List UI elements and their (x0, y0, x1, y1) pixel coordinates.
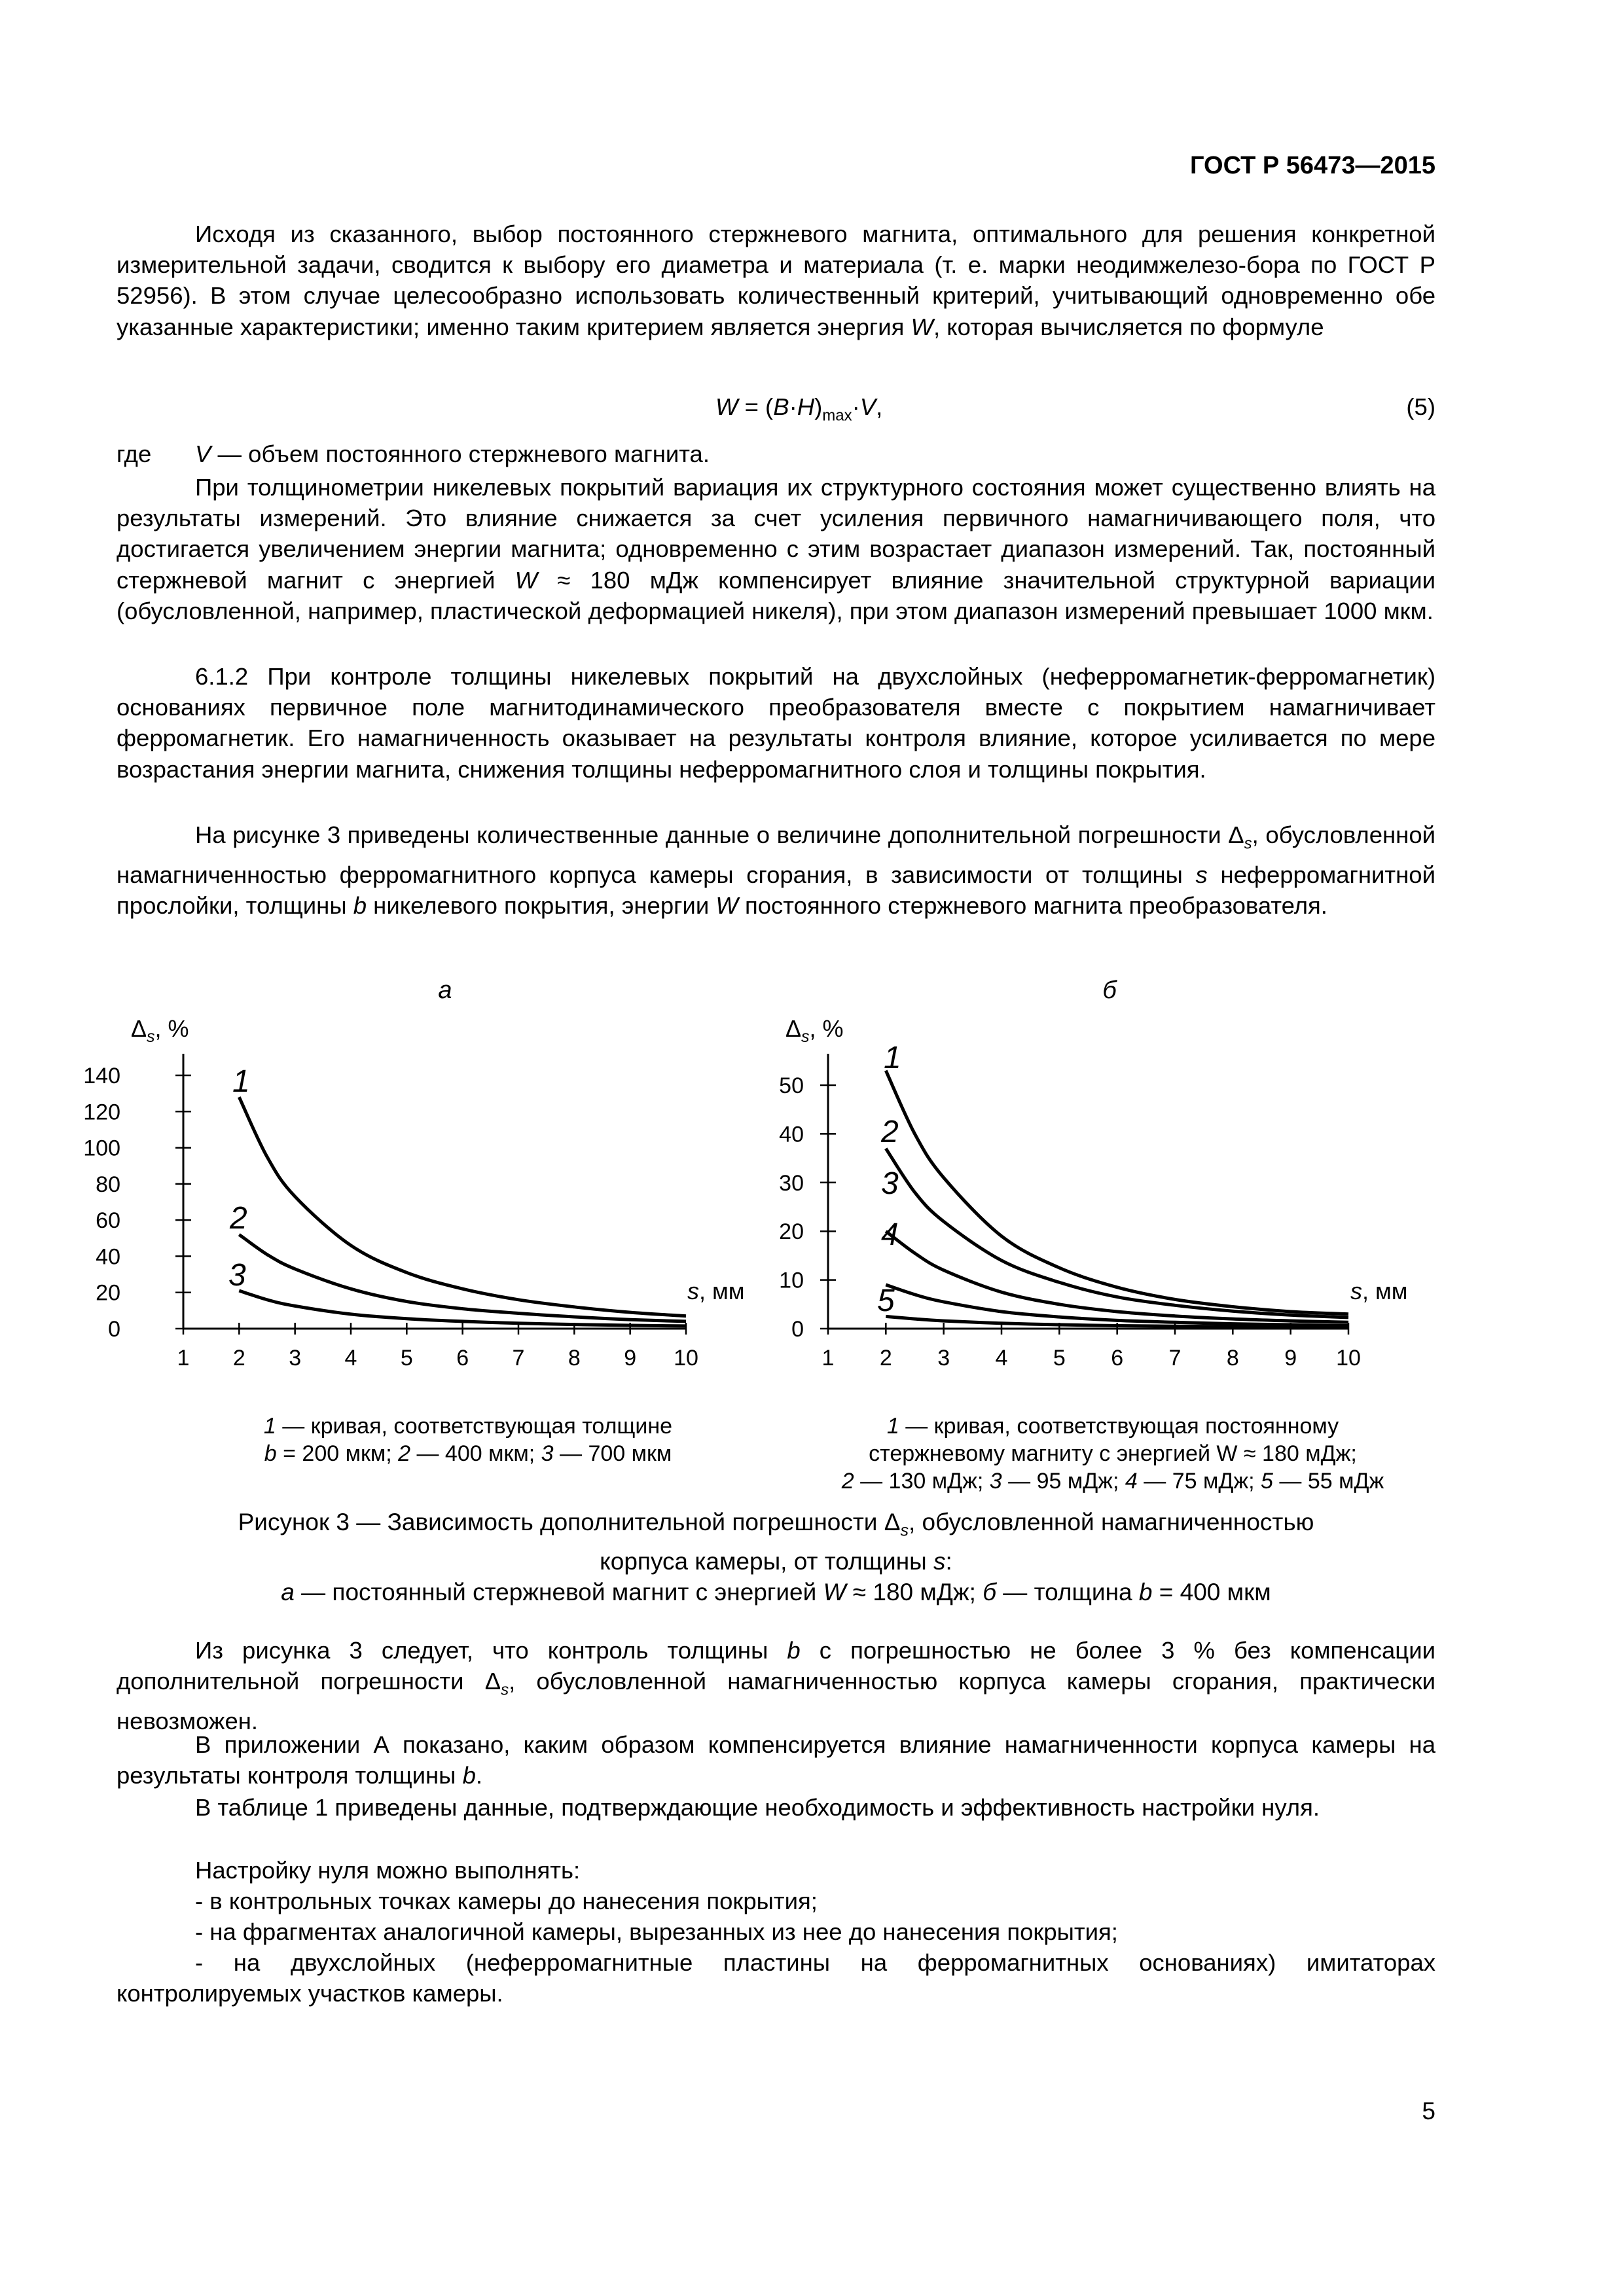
legend-b: 1 — кривая, соответствующая постоянному стержневому магниту с энергией W ≈ 180 мДж; 2 — 130 мДж; 3 — 95 мДж; 4 — 75 мДж; 5 — 55 мДж (841, 1414, 1384, 1494)
y-tick-label: 60 (96, 1208, 120, 1234)
paragraph-figure-ref: На рисунке 3 приведены количественные данные о величине дополнительной погрешности $\Delta_s$, обусловленной намагниченностью ферромагнитного корпуса камеры сгорания, в зависимости от толщины s неферромагнитной прослойки, толщины b никелевого покрытия, энергии W постоянного стержневого магнита преобразователя. (117, 821, 1436, 919)
series-line-1 (886, 1071, 1348, 1314)
paragraph-intro: Исходя из сказанного, выбор постоянного стержневого магнита, оптимального для решения конкретной измерительной задачи, сводится к выбору его диаметра и материала (т. е. марки неодимжелезо-бора по ГОСТ Р 52956). В этом случае целесообразно использовать количественный критерий, учитывающий одновременно обе указанные характеристики; именно таким критерием является энергия W, которая вычисляется по формуле (117, 221, 1435, 340)
y-tick-label: 20 (96, 1280, 120, 1306)
x-tick-label: 3 (289, 1346, 302, 1371)
series-label: 2 (230, 1201, 247, 1236)
page-number: 5 (1422, 2098, 1435, 2125)
x-tick-label: 10 (1336, 1346, 1361, 1371)
y-tick-label: 40 (779, 1122, 804, 1147)
series-label: 3 (881, 1166, 899, 1201)
list-item: - в контрольных точках камеры до нанесения покрытия; (195, 1888, 818, 1914)
series-label: 4 (881, 1217, 899, 1252)
paragraph-table-1: В таблице 1 приведены данные, подтверждающие необходимость и эффективность настройки нуля. (195, 1794, 1320, 1821)
y-tick-label: 140 (83, 1064, 120, 1088)
y-tick-label: 10 (779, 1268, 804, 1293)
list-item: - на фрагментах аналогичной камеры, вырезанных из нее до нанесения покрытия; (195, 1918, 1118, 1945)
x-tick-label: 2 (232, 1346, 245, 1371)
paragraph-6-1-2: 6.1.2 При контроле толщины никелевых покрытий на двухслойных (неферромагнетик-ферромагнетик) основаниях первичное поле магнитодинамического преобразователя вместе с покрытием намагничивает ферромагнетик. Его намагниченность оказывает на результаты контроля влияние, которое усиливается по мере возрастания энергии магнита, снижения толщины неферромагнитного слоя и толщины покрытия. (117, 663, 1435, 783)
series-label: 1 (232, 1064, 250, 1099)
x-tick-label: 7 (1168, 1346, 1182, 1371)
panel-label: б (1102, 977, 1117, 1004)
x-tick-label: 8 (1226, 1346, 1239, 1371)
series-label: 5 (877, 1283, 895, 1318)
y-tick-label: 0 (791, 1317, 804, 1342)
y-tick-label: 120 (83, 1100, 120, 1125)
paragraph-conclusion: Из рисунка 3 следует, что контроль толщины b с погрешностью не более 3 % без компенсации дополнительной погрешности $\Delta_s$, обусловленной намагниченностью корпуса камеры сгорания, практически невозможен. (117, 1637, 1435, 1734)
x-tick-label: 1 (177, 1346, 190, 1371)
x-tick-label: 1 (821, 1346, 835, 1371)
series-label: 3 (228, 1258, 246, 1293)
x-tick-label: 5 (400, 1346, 413, 1371)
series-line-1 (239, 1097, 686, 1316)
x-tick-label: 4 (995, 1346, 1008, 1371)
paragraph-zero-setting: Настройку нуля можно выполнять: (195, 1857, 581, 1884)
chart-a (83, 977, 744, 1371)
x-axis-label: s, мм (687, 1278, 745, 1304)
x-tick-label: 2 (879, 1346, 892, 1371)
y-tick-label: 50 (779, 1073, 804, 1098)
y-tick-label: 80 (96, 1172, 120, 1197)
y-axis-label: $\Delta_s$, % (131, 1015, 189, 1046)
paragraph-appendix-a: В приложении А показано, каким образом компенсируется влияние намагниченности корпуса камеры на результаты контроля толщины b. (117, 1731, 1435, 1789)
chart-b (779, 977, 1407, 1371)
y-tick-label: 100 (83, 1136, 120, 1161)
x-tick-label: 8 (568, 1346, 581, 1371)
formula-number: (5) (1406, 393, 1435, 420)
paragraph-thickness: При толщинометрии никелевых покрытий вариация их структурного состояния может существенно влиять на результаты измерений. Это влияние снижается за счет усиления первичного намагничивающего поля, что достигается увеличением энергии магнита; одновременно с этим возрастает диапазон измерений. Так, постоянный стержневой магнит с энергией W ≈ 180 мДж компенсирует влияние значительной структурной вариации (обусловленной, например, пластической деформацией никеля), при этом диапазон измерений превышает 1000 мкм. (117, 474, 1435, 624)
series-label: 1 (884, 1041, 901, 1075)
y-tick-label: 30 (779, 1170, 804, 1196)
series-line-3 (886, 1231, 1348, 1322)
y-tick-label: 0 (108, 1317, 120, 1342)
y-tick-label: 20 (779, 1219, 804, 1245)
x-tick-label: 6 (456, 1346, 469, 1371)
x-tick-label: 9 (1284, 1346, 1297, 1371)
y-tick-label: 40 (96, 1244, 120, 1270)
legend-a: 1 — кривая, соответствующая толщине b = 200 мкм; 2 — 400 мкм; 3 — 700 мкм (263, 1414, 673, 1466)
x-tick-label: 10 (674, 1346, 698, 1371)
figure-caption: Рисунок 3 — Зависимость дополнительной погрешности $\Delta_s$, обусловленной намагниченностью корпуса камеры, от толщины s: а — постоянный стержневой магнит с энергией W ≈ 180 мДж; б — толщина b = 400 мкм (238, 1509, 1314, 1606)
x-tick-label: 9 (624, 1346, 637, 1371)
x-tick-label: 7 (512, 1346, 525, 1371)
y-axis-label: $\Delta_s$, % (785, 1015, 844, 1046)
list-item: - на двухслойных (неферромагнитные пластины на ферромагнитных основаниях) имитаторах контролируемых участков камеры. (117, 1949, 1435, 2007)
document-header: ГОСТ Р 56473—2015 (1190, 152, 1435, 179)
x-tick-label: 3 (937, 1346, 950, 1371)
x-tick-label: 4 (344, 1346, 357, 1371)
x-tick-label: 5 (1053, 1346, 1066, 1371)
panel-label: а (438, 977, 452, 1004)
where-clause: где V — объем постоянного стержневого магнита. (117, 440, 710, 467)
series-line-2 (886, 1149, 1348, 1318)
series-label: 2 (881, 1115, 899, 1149)
x-axis-label: s, мм (1350, 1278, 1408, 1304)
x-tick-label: 6 (1111, 1346, 1124, 1371)
